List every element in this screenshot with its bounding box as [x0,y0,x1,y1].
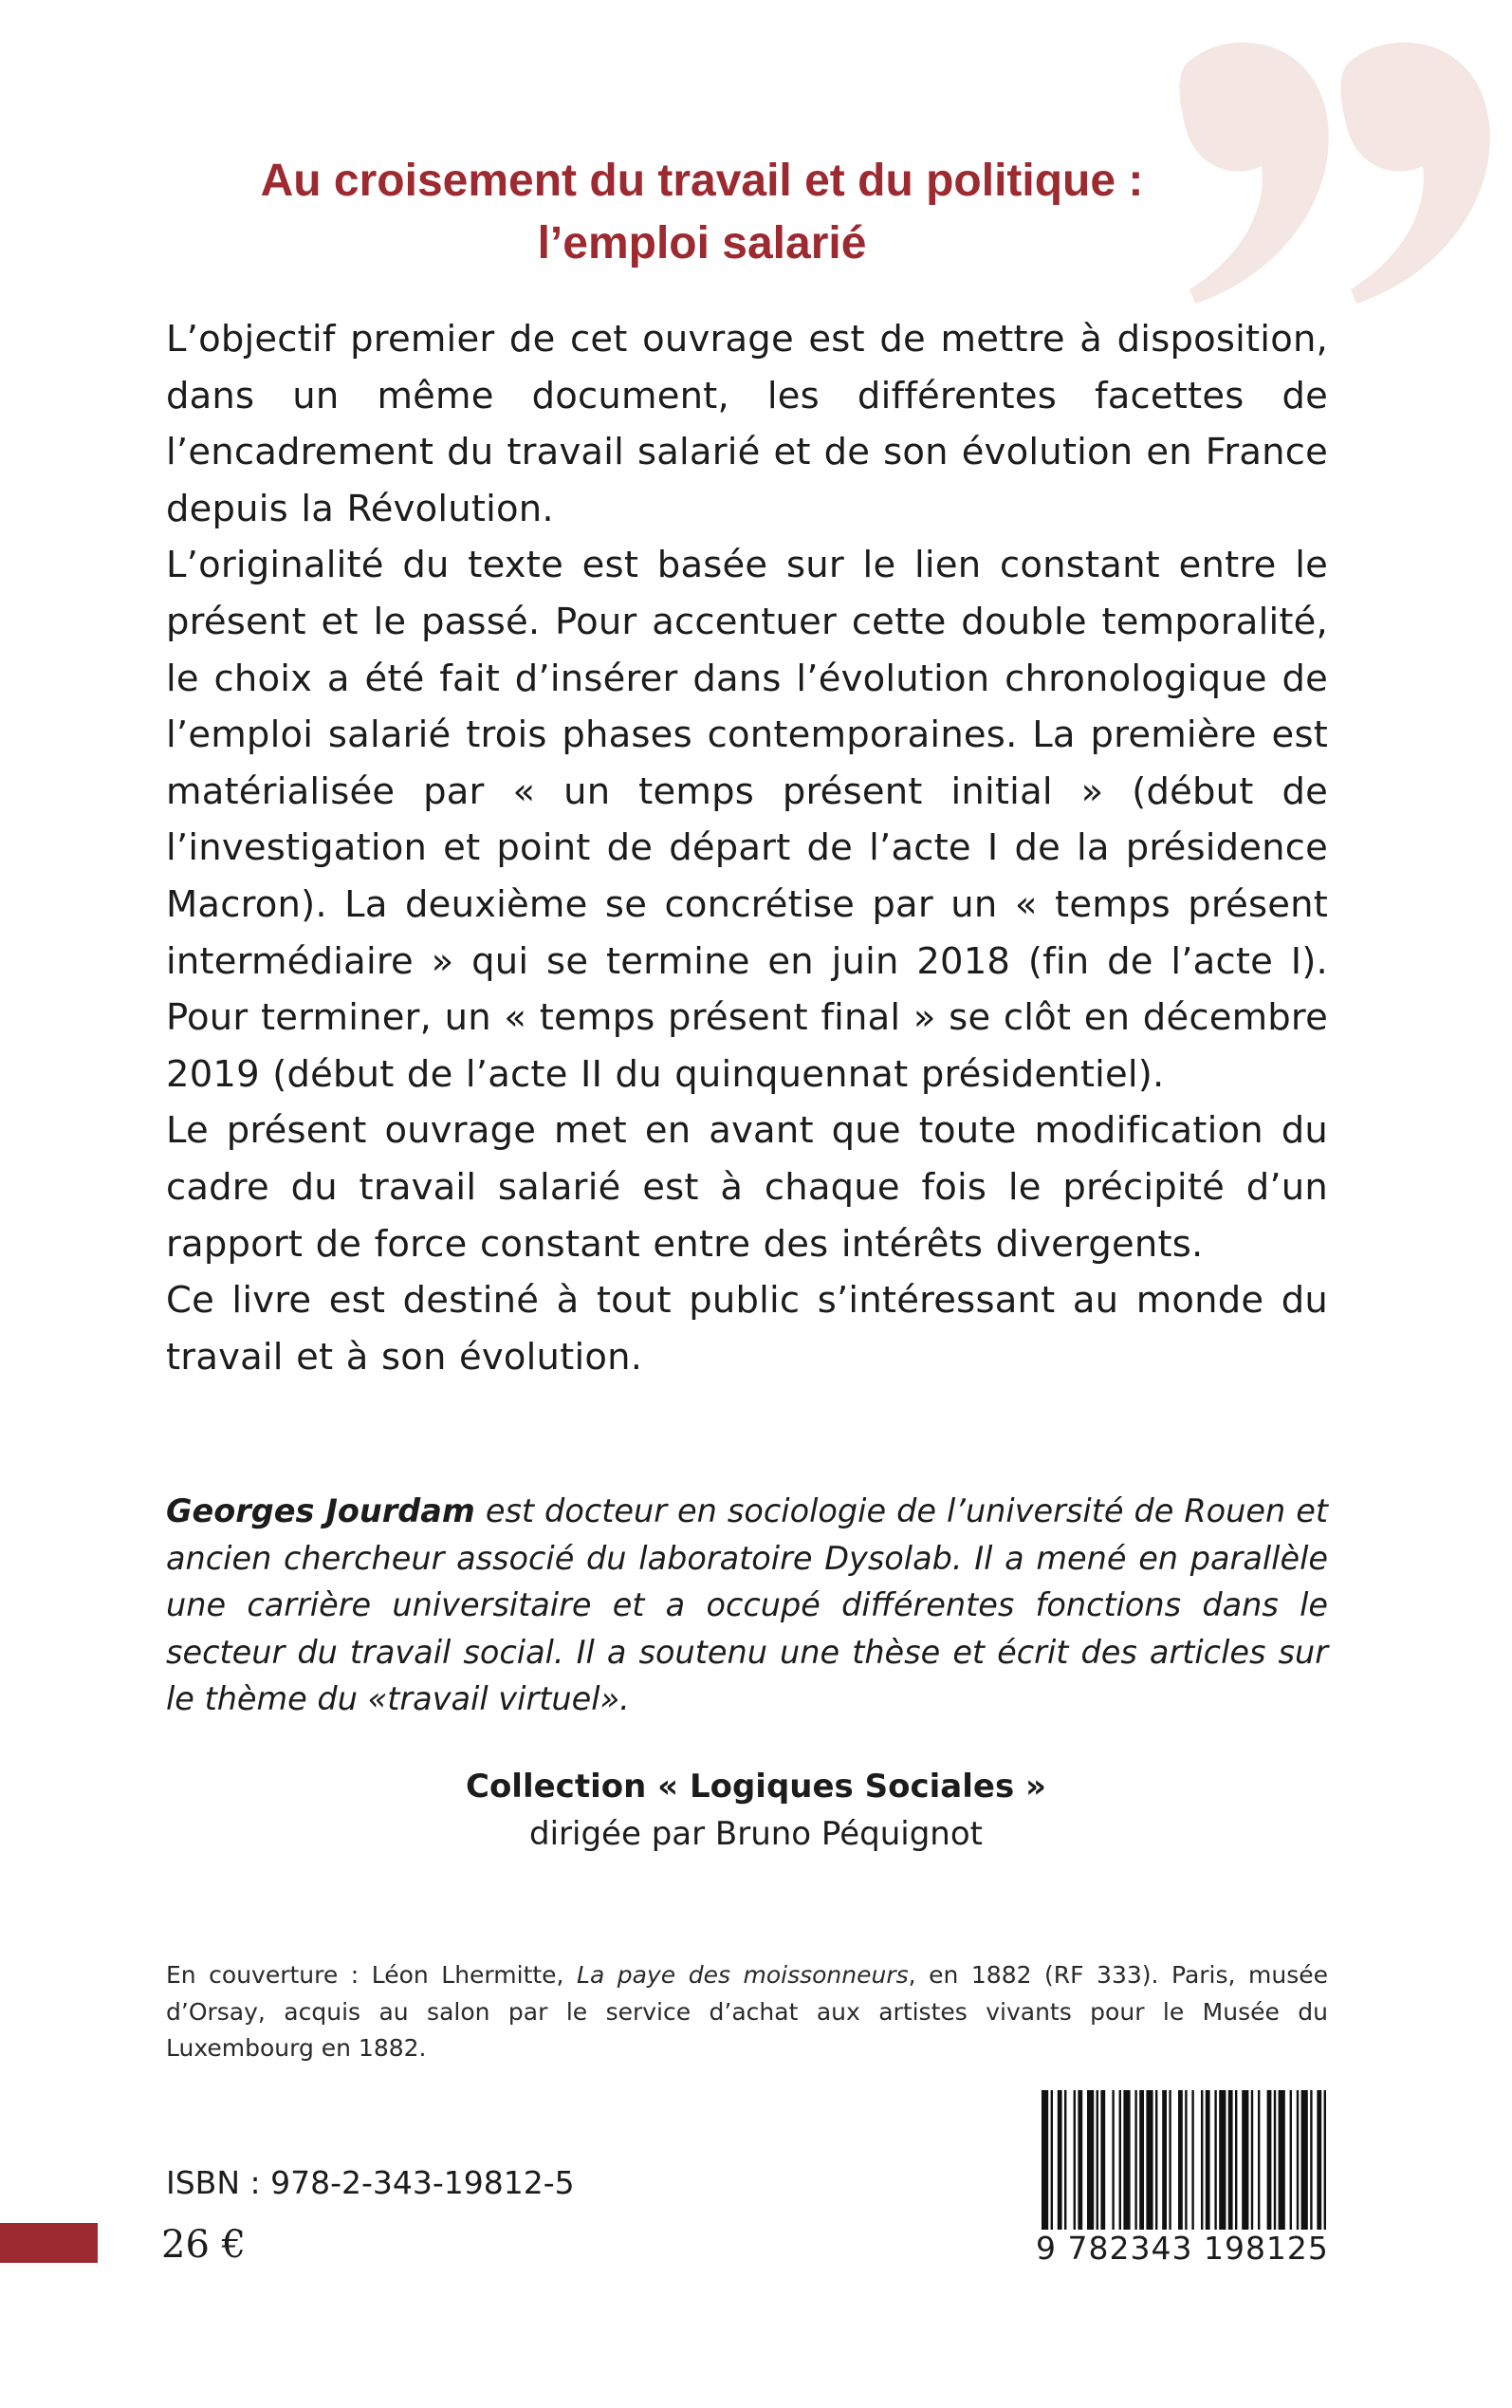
barcode-bar [1123,2090,1130,2232]
barcode-bar [1251,2090,1253,2232]
barcode-bar [1290,2090,1292,2232]
barcode-bar [1317,2090,1321,2232]
barcode-bar [1139,2090,1144,2232]
barcode-bar [1064,2090,1066,2232]
barcode-bar [1258,2090,1260,2232]
barcode-bar [1191,2090,1193,2232]
barcode-digits: 9 782343 198125 [1036,2230,1329,2267]
barcode-bar [1169,2090,1171,2232]
barcode-bar [1206,2090,1210,2232]
title-line-1: Au croisement du travail et du politique : [260,156,1144,206]
collection-director: dirigée par Bruno Péquignot [529,1815,983,1853]
barcode-bar [1119,2090,1121,2232]
barcode-bar [1146,2090,1152,2232]
isbn-number: ISBN : 978-2-343-19812-5 [166,2164,575,2201]
cover-credit [166,1957,1328,2067]
barcode-bar [1162,2090,1167,2232]
barcode-bar [1051,2090,1053,2232]
barcode-bar [1112,2090,1114,2232]
barcode-bar [1219,2090,1226,2232]
barcode-bar [1301,2090,1308,2232]
cover-credit-prefix: En couverture : Léon Lhermitte, [166,1961,578,1989]
barcode-bar [1297,2090,1299,2232]
barcode-bar [1074,2090,1076,2232]
barcode-bar [1097,2090,1098,2232]
author-bio [166,1488,1328,1723]
barcode-bar [1235,2090,1237,2232]
barcode-bar [1228,2090,1233,2232]
barcode-bar [1185,2090,1187,2232]
barcode-bar [1201,2090,1203,2232]
collection-info [0,1763,1512,1858]
barcode-bar [1100,2090,1105,2232]
barcode-bar [1324,2090,1326,2232]
barcode-bar [1274,2090,1276,2232]
summary-paragraph-1: L’objectif premier de cet ouvrage est de mettre à disposition, dans un même document, les différentes facettes de l’encadrement du travail salarié et de son évolution en France depuis la Révolution. [166,318,1328,530]
summary-text [166,311,1328,1385]
collection-name: Collection « Logiques Sociales » [466,1768,1046,1806]
cover-credit-suffix: , en 1882 (RF 333). Paris, musée d’Orsay, acquis au salon par le service d’achat aux artistes vivants pour le Musée du Luxembourg en 1882. [166,1961,1328,2062]
price: 26 € [161,2223,247,2267]
summary-paragraph-3: Le présent ouvrage met en avant que toute modification du cadre du travail salarié est à chaque fois le précipité d’un rapport de force constant entre des intérêts divergents. [166,1109,1328,1266]
barcode-bar [1242,2090,1248,2232]
barcode-bar [1078,2090,1082,2232]
summary-paragraph-4: Ce livre est destiné à tout public s’intéressant au monde du travail et à son évolution. [166,1279,1328,1379]
barcode-bar [1134,2090,1136,2232]
barcode-bar [1310,2090,1312,2232]
accent-bar [0,2223,98,2263]
book-title [161,150,1243,275]
barcode-bar [1087,2090,1094,2232]
barcode-bar [1178,2090,1183,2232]
author-bio-text: est docteur en sociologie de l’université de Rouen et ancien chercheur associé du laboratoire Dysolab. Il a mené en parallèle une carrière universitaire et a occupé différentes fonctions dans le secteur du travail social. Il a soutenu une thèse et écrit des articles sur le thème du «travail virtuel». [166,1492,1329,1718]
barcode-bar [1155,2090,1157,2232]
barcode-bar [1058,2090,1062,2232]
title-line-2: l’emploi salarié [537,218,867,269]
barcode-bar [1267,2090,1272,2232]
barcode-bar [1279,2090,1285,2232]
summary-paragraph-2: L’originalité du texte est basée sur le lien constant entre le présent et le passé. Pour accentuer cette double temporalité, le choix a été fait d’insérer dans l’évolution chronologique de l’emploi salarié trois phases contemporaines. La première est matérialisée par « un temps présent initial » (début de l’investigation et point de départ de l’acte I de la présidence Macron). La deuxième se concrétise par un « temps présent intermédiaire » qui se termine en juin 2018 (fin de l’acte I). Pour terminer, un « temps présent final » se clôt en décembre 2019 (début de l’acte II du quinquennat présidentiel). [166,544,1328,1096]
barcode-bar [1214,2090,1216,2232]
author-name: Georges Jourdam [166,1492,475,1529]
barcode-bar [1042,2090,1048,2232]
cover-artwork-title: La paye des moissonneurs [577,1961,909,1989]
